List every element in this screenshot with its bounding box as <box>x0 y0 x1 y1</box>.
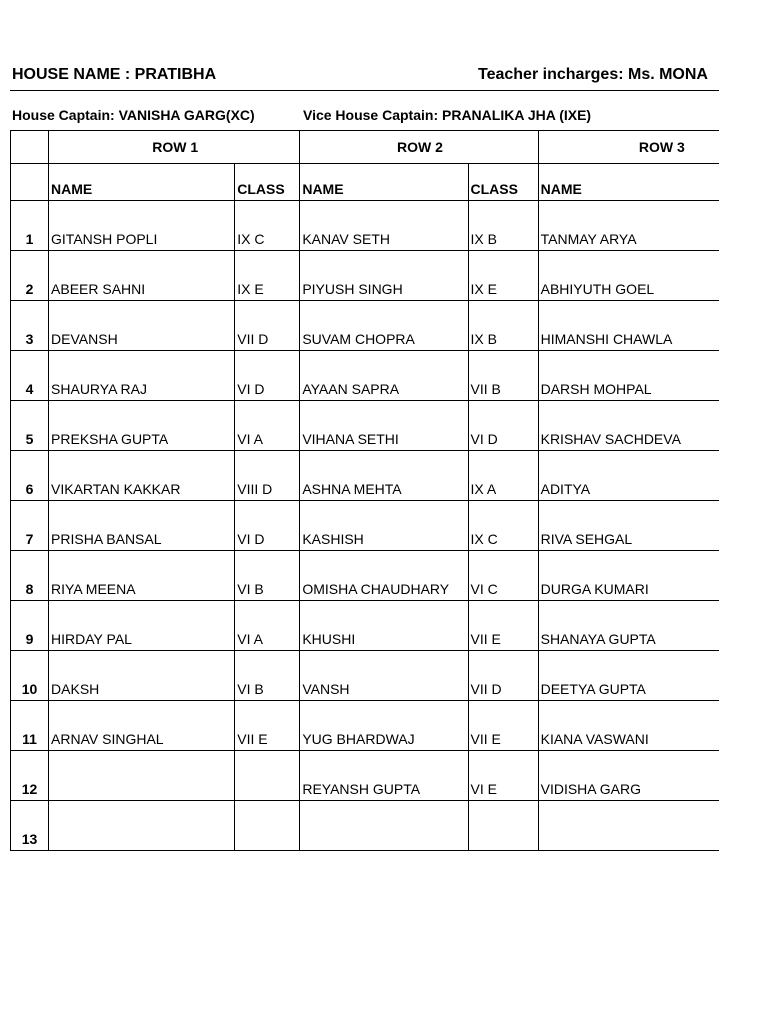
row-3-name-header: NAME <box>538 164 719 201</box>
row-2-class-cell: VII B <box>468 351 538 401</box>
row-2-name-cell: KASHISH <box>300 501 468 551</box>
row-2-class-cell <box>468 801 538 851</box>
header-divider <box>10 90 719 91</box>
row-3-name-cell: DEETYA GUPTA <box>538 651 719 701</box>
row-2-name-cell: PIYUSH SINGH <box>300 251 468 301</box>
row-2-name-cell: ASHNA MEHTA <box>300 451 468 501</box>
row-number: 5 <box>11 401 49 451</box>
row-2-name-cell: AYAAN SAPRA <box>300 351 468 401</box>
house-name-heading: HOUSE NAME : PRATIBHA <box>12 66 217 83</box>
row-1-name-cell: GITANSH POPLI <box>49 201 235 251</box>
row-2-name-cell: YUG BHARDWAJ <box>300 701 468 751</box>
row-2-class-cell: VI C <box>468 551 538 601</box>
row-1-name-cell: RIYA MEENA <box>49 551 235 601</box>
row-3-name-cell <box>538 801 719 851</box>
row-3-name-cell: TANMAY ARYA <box>538 201 719 251</box>
row-2-name-cell: SUVAM CHOPRA <box>300 301 468 351</box>
row-2-name-cell: VIHANA SETHI <box>300 401 468 451</box>
house-members-table <box>10 130 719 851</box>
row-2-class-cell: VII E <box>468 701 538 751</box>
table-row <box>11 501 720 551</box>
row-3-name-cell: VIDISHA GARG <box>538 751 719 801</box>
row-2-name-cell: OMISHA CHAUDHARY <box>300 551 468 601</box>
row-1-name-cell: ABEER SAHNI <box>49 251 235 301</box>
row-3-name-cell: KRISHAV SACHDEVA <box>538 401 719 451</box>
row-2-class-cell: VI E <box>468 751 538 801</box>
row-2-class-cell: IX B <box>468 201 538 251</box>
teacher-incharges-heading: Teacher incharges: Ms. MONA <box>478 66 708 83</box>
row-1-class-header: CLASS <box>235 164 300 201</box>
row-1-class-cell: VII D <box>235 301 300 351</box>
table-row <box>11 801 720 851</box>
table-row <box>11 651 720 701</box>
row-number: 12 <box>11 751 49 801</box>
row-2-class-cell: IX A <box>468 451 538 501</box>
row-3-header: ROW 3 <box>538 131 719 164</box>
row-2-name-cell: KANAV SETH <box>300 201 468 251</box>
row-2-class-cell: VII E <box>468 601 538 651</box>
row-number: 9 <box>11 601 49 651</box>
row-1-class-cell: VI A <box>235 601 300 651</box>
house-captain-label: House Captain: VANISHA GARG(XC) <box>12 107 255 123</box>
row-1-name-header: NAME <box>49 164 235 201</box>
row-3-name-cell: HIMANSHI CHAWLA <box>538 301 719 351</box>
row-1-class-cell: VI D <box>235 351 300 401</box>
row-1-class-cell: IX E <box>235 251 300 301</box>
row-2-class-header: CLASS <box>468 164 538 201</box>
row-1-name-cell: PREKSHA GUPTA <box>49 401 235 451</box>
row-1-class-cell <box>235 751 300 801</box>
column-header-row <box>11 164 720 201</box>
row-2-header: ROW 2 <box>300 131 538 164</box>
row-3-name-cell: KIANA VASWANI <box>538 701 719 751</box>
row-1-name-cell: VIKARTAN KAKKAR <box>49 451 235 501</box>
number-header <box>11 164 49 201</box>
row-2-class-cell: IX E <box>468 251 538 301</box>
row-3-name-cell: ADITYA <box>538 451 719 501</box>
row-3-name-cell: RIVA SEHGAL <box>538 501 719 551</box>
row-1-name-cell <box>49 801 235 851</box>
row-1-class-cell: VI D <box>235 501 300 551</box>
row-2-name-cell: KHUSHI <box>300 601 468 651</box>
row-3-name-cell: ABHIYUTH GOEL <box>538 251 719 301</box>
row-group-header <box>11 131 720 164</box>
row-number: 13 <box>11 801 49 851</box>
row-2-name-cell: REYANSH GUPTA <box>300 751 468 801</box>
row-1-name-cell: DAKSH <box>49 651 235 701</box>
row-1-name-cell: PRISHA BANSAL <box>49 501 235 551</box>
table-row <box>11 251 720 301</box>
row-1-class-cell: VI B <box>235 651 300 701</box>
vice-house-captain-label: Vice House Captain: PRANALIKA JHA (IXE) <box>303 107 592 123</box>
row-2-name-cell <box>300 801 468 851</box>
row-2-name-header: NAME <box>300 164 468 201</box>
row-1-class-cell: VI B <box>235 551 300 601</box>
row-2-class-cell: VII D <box>468 651 538 701</box>
row-number: 1 <box>11 201 49 251</box>
row-1-class-cell: VIII D <box>235 451 300 501</box>
row-number: 8 <box>11 551 49 601</box>
row-1-name-cell: ARNAV SINGHAL <box>49 701 235 751</box>
row-number: 2 <box>11 251 49 301</box>
row-3-name-cell: DURGA KUMARI <box>538 551 719 601</box>
corner-cell <box>11 131 49 164</box>
row-1-class-cell: VI A <box>235 401 300 451</box>
table-row <box>11 201 720 251</box>
table-row <box>11 751 720 801</box>
row-2-class-cell: IX B <box>468 301 538 351</box>
table-row <box>11 701 720 751</box>
row-number: 7 <box>11 501 49 551</box>
row-1-class-cell <box>235 801 300 851</box>
row-1-class-cell: IX C <box>235 201 300 251</box>
row-number: 10 <box>11 651 49 701</box>
row-1-name-cell: DEVANSH <box>49 301 235 351</box>
row-1-name-cell: HIRDAY PAL <box>49 601 235 651</box>
row-2-class-cell: VI D <box>468 401 538 451</box>
table-row <box>11 601 720 651</box>
row-1-header: ROW 1 <box>49 131 300 164</box>
table-row <box>11 401 720 451</box>
row-3-name-cell: DARSH MOHPAL <box>538 351 719 401</box>
table-row <box>11 301 720 351</box>
row-2-name-cell: VANSH <box>300 651 468 701</box>
row-2-class-cell: IX C <box>468 501 538 551</box>
row-number: 6 <box>11 451 49 501</box>
table-row <box>11 551 720 601</box>
row-1-class-cell: VII E <box>235 701 300 751</box>
row-number: 3 <box>11 301 49 351</box>
row-1-name-cell <box>49 751 235 801</box>
row-3-name-cell: SHANAYA GUPTA <box>538 601 719 651</box>
table-row <box>11 451 720 501</box>
table-row <box>11 351 720 401</box>
row-number: 4 <box>11 351 49 401</box>
row-number: 11 <box>11 701 49 751</box>
row-1-name-cell: SHAURYA RAJ <box>49 351 235 401</box>
